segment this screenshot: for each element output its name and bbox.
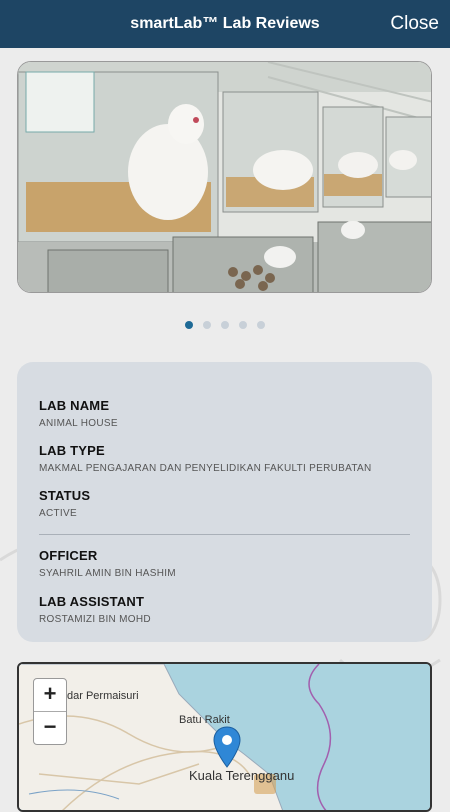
lab-name-label: LAB NAME — [39, 398, 110, 413]
zoom-out-button[interactable]: − — [34, 711, 66, 744]
carousel-dot[interactable] — [185, 321, 193, 329]
close-button[interactable]: Close — [390, 13, 439, 34]
lab-assistant-label: LAB ASSISTANT — [39, 594, 145, 609]
map-place-label: Kuala Terengganu — [189, 768, 295, 783]
map-zoom-control — [33, 678, 67, 745]
lab-name-value: ANIMAL HOUSE — [39, 418, 118, 429]
officer-value: SYAHRIL AMIN BIN HASHIM — [39, 568, 176, 579]
lab-photo-image — [18, 62, 432, 293]
page-title: smartLab™ Lab Reviews — [130, 15, 320, 32]
lab-type-value: MAKMAL PENGAJARAN DAN PENYELIDIKAN FAKULTI PERUBATAN — [39, 463, 372, 474]
officer-field — [39, 548, 176, 579]
carousel-dot[interactable] — [221, 321, 229, 329]
location-map[interactable] — [17, 662, 432, 812]
lab-photo[interactable] — [17, 61, 432, 293]
status-label: STATUS — [39, 488, 91, 503]
lab-assistant-field — [39, 594, 151, 625]
app-header — [0, 0, 450, 48]
lab-assistant-value: ROSTAMIZI BIN MOHD — [39, 614, 151, 625]
lab-type-field — [39, 443, 372, 474]
map-place-label: dar Permaisuri — [67, 690, 139, 702]
carousel-dot[interactable] — [203, 321, 211, 329]
carousel-dot[interactable] — [257, 321, 265, 329]
divider — [39, 534, 410, 535]
carousel-page-indicator[interactable] — [0, 316, 450, 334]
map-place-label: Batu Rakit — [179, 714, 230, 726]
lab-name-field — [39, 398, 118, 429]
status-value: ACTIVE — [39, 508, 77, 519]
carousel-dot[interactable] — [239, 321, 247, 329]
lab-type-label: LAB TYPE — [39, 443, 105, 458]
officer-label: OFFICER — [39, 548, 98, 563]
status-field — [39, 488, 90, 519]
lab-details-card — [17, 362, 432, 642]
zoom-in-button[interactable]: + — [43, 681, 57, 706]
map-marker-icon[interactable] — [213, 726, 241, 768]
